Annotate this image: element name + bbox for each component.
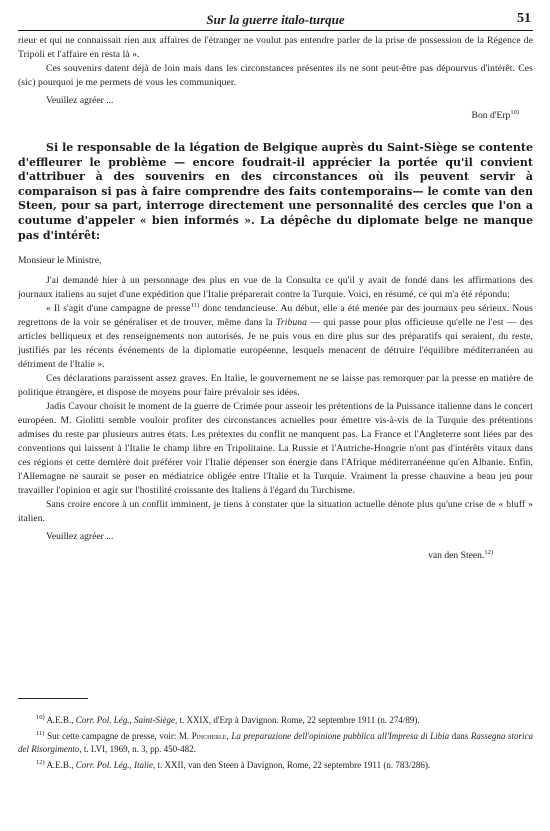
footnote-mark: 12) bbox=[36, 758, 45, 766]
letter-paragraph: J'ai demandé hier à un personnage des plus en vue de la Consulta ce qu'il y avait de fondé dans les affirmations des journaux italiens au sujet d'une expédition que l'Italie préparerait contre la Turquie. Voici, en résumé, ce qui m'a été répondu: bbox=[18, 275, 533, 301]
signature bbox=[18, 110, 533, 121]
page bbox=[18, 10, 534, 770]
footnote-ref: 10) bbox=[510, 108, 519, 116]
letter-paragraph: Ces déclarations paraissent assez graves. En Italie, le gouvernement ne se laisse pas remorquer par la presse en matière de politique étrangère, et dispose de moyens pour faire prévaloir ses idées. bbox=[18, 373, 533, 399]
page-number: 51 bbox=[517, 11, 531, 26]
text-run: Corr. Pol. Lég., Italie bbox=[75, 759, 153, 770]
text-run: Corr. Pol. Lég., Saint-Siège bbox=[75, 715, 175, 725]
author-name: Pincherle bbox=[191, 730, 227, 741]
body-paragraph: Si le responsable de la légation de Belgique auprès du Saint-Siège se contente d'effleurer le problème — encore foudrait-il apprécier la portée qu'il convient d'attribuer à des souvenirs en des circonstances où ils peuvent servir à comparaison si pas à faire comprendre des faits contemporains— le comte van den Steen, pour sa part, interroge directement une personnalité des cercles que l'on a coutume d'appeler « bien informés ». La dépêche du diplomate belge ne manque pas d'intérêt: bbox=[18, 141, 533, 242]
newspaper-title: Tribuna bbox=[275, 317, 308, 329]
footnote bbox=[18, 714, 533, 728]
text-run: dans bbox=[449, 730, 471, 741]
signature-name: Bon d'Erp bbox=[471, 110, 511, 121]
text-run: , t. LVI, 1969, n. 3, pp. 450-482. bbox=[79, 744, 196, 754]
signature bbox=[18, 550, 533, 561]
text-run: donc tendancieuse. Au début, elle a été menée par des journaux peu sérieux. Nous regrettons de la voir se généraliser et de trouver, même dans la bbox=[18, 303, 533, 329]
text-run: Sur cette campagne de presse, voir: M. bbox=[47, 730, 192, 741]
footnote-ref: 11) bbox=[190, 301, 200, 309]
running-header bbox=[18, 10, 533, 31]
letter-paragraph: rieur et qui ne connaissait rien aux affaires de l'étranger ne voulut pas entendre parler de la prise de possession de la Régence de Tripoli et l'affaire en resta là ». bbox=[18, 35, 533, 60]
letter-paragraph: Jadis Cavour choisit le moment de la guerre de Crimée pour asseoir les prétentions de la Puissance italienne dans le concert européen. M. Giolitti semble vouloir profiter des circonstances actuelles pour émettre vis-à-vis de la Turquie des prétentions admises du reste par plusieurs autres états. Les prétextes du conflit ne manquent pas. La France et l'Angleterre sont liées par des conventions qui laissent à l'Italie le champ libre en Tripolitaine. La Russie et l'Autriche-Hongrie n'ont pas d'intérêts vitaux dans ces régions et cette dernière doit préférer voir l'Italie dépenser son énergie dans l'Afrique méditerranéenne qu'en Albanie. Enfin, l'Allemagne ne saurait se poser en médiatrice obligée entre l'Italie et la Turquie. Vraiment la presse chauvine a beau jeu pour travailler l'opinion et agir sur l'hostilité croissante des Italiens à l'égard du Turchisme. bbox=[18, 401, 533, 497]
text-run: , bbox=[226, 730, 232, 741]
footnote-ref: 12) bbox=[484, 548, 493, 556]
footnote bbox=[18, 759, 533, 773]
letter-dErp bbox=[18, 34, 533, 90]
letter-van-den-Steen bbox=[18, 274, 533, 526]
footnote-mark: 11) bbox=[36, 729, 45, 737]
letter-paragraph: Ces souvenirs datent déjà de loin mais dans les circonstances présentes ils ne sont peut-être pas dépourvus d'intérêt. Ces (sic) pourquoi je me permets de vous les communiquer. bbox=[18, 63, 533, 88]
letter-paragraph: Sans croire encore à un conflit imminent, je tiens à constater que la situation actuelle dénote plus qu'une crise de « bluff » italien. bbox=[18, 499, 533, 525]
work-title: La preparazione dell'opinione pubblica all'Impresa di Libia bbox=[231, 730, 450, 741]
running-title: Sur la guerre italo-turque bbox=[206, 12, 345, 27]
letter-paragraph bbox=[18, 302, 533, 372]
journal-title: Rassegna storica del Risorgimento bbox=[18, 730, 534, 754]
text-run: A.E.B., bbox=[46, 715, 76, 725]
salutation: Monsieur le Ministre, bbox=[18, 255, 102, 267]
text-run: A.E.B., bbox=[46, 759, 76, 770]
footnotes bbox=[18, 714, 533, 774]
text-run: — qui passe pour plus officieuse qu'elle ne l'est — des articles belliqueux et des renseignements non autorisés. Je ne puis vous en dire plus sur des préparatifs qui seraient, du reste, justifiés par les récents événements de la diplomatie européenne, lesquels menacent de détruire l'équilibre méditerranéen au détriment de l'Italie ». bbox=[18, 317, 533, 371]
closing-formula: Veuillez agréer ... bbox=[46, 531, 114, 543]
footnote-mark: 10) bbox=[36, 714, 45, 721]
text-run: , t. XXII, van den Steen à Davignon, Rome, 22 septembre 1911 (n. 783/286). bbox=[152, 759, 431, 770]
closing-formula: Veuillez agréer ... bbox=[46, 95, 114, 106]
footnote-divider bbox=[18, 698, 88, 699]
text-run: « Il s'agit d'une campagne de presse bbox=[46, 303, 191, 315]
footnote bbox=[18, 730, 533, 757]
text-run: , t. XXIX, d'Erp à Davignon. Rome, 22 septembre 1911 (n. 274/89). bbox=[174, 715, 420, 725]
signature-name: van den Steen. bbox=[428, 550, 485, 562]
